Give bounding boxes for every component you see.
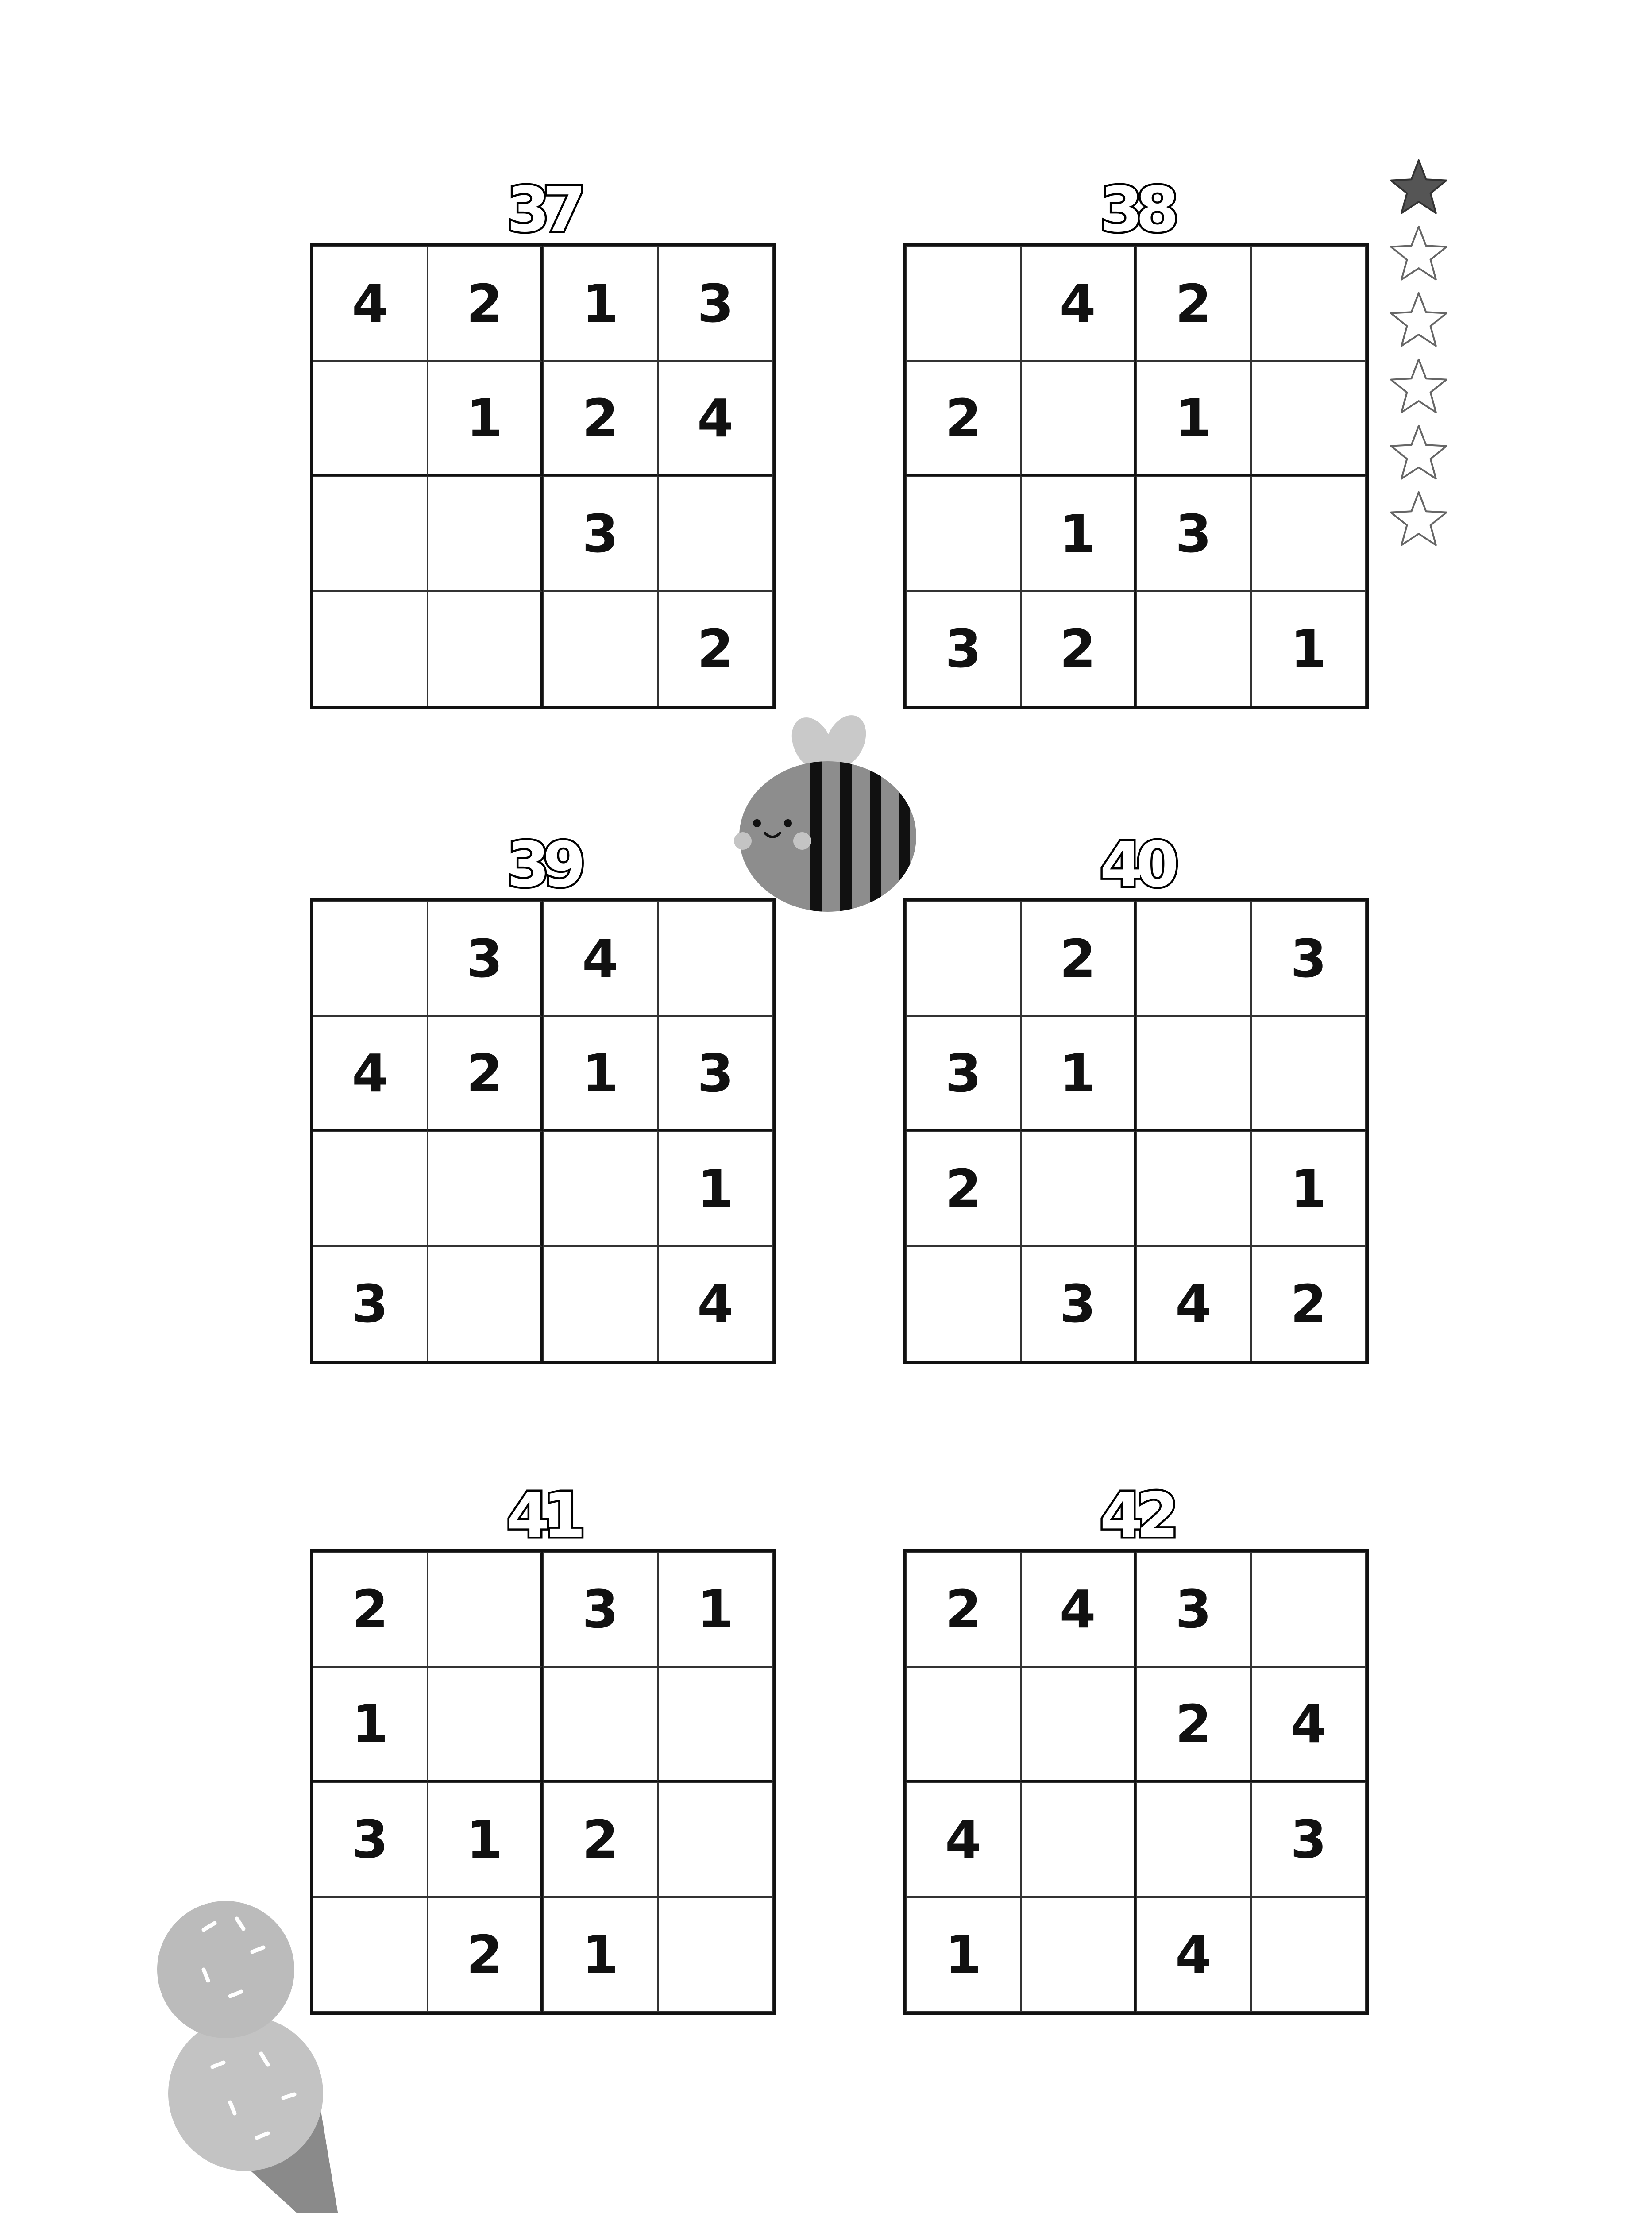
grid-cell: 4 (543, 901, 658, 1016)
puzzle-grid (903, 243, 1369, 709)
grid-cell: 3 (313, 1782, 428, 1897)
grid-cell: 2 (543, 361, 658, 476)
star-icon (1386, 288, 1452, 354)
grid-cell[interactable] (313, 476, 428, 591)
grid-cell: 3 (1021, 1246, 1136, 1361)
star-icon (1386, 221, 1452, 288)
grid-cell[interactable] (658, 1782, 773, 1897)
difficulty-rating (1386, 155, 1456, 553)
grid-cell[interactable] (428, 1246, 543, 1361)
grid-cell: 3 (658, 246, 773, 361)
grid-cell[interactable] (906, 1667, 1021, 1782)
grid-cell[interactable] (1136, 1131, 1251, 1246)
grid-cell: 2 (428, 1016, 543, 1131)
puzzle-grid (903, 898, 1369, 1364)
grid-cell: 2 (543, 1782, 658, 1897)
grid-cell: 3 (906, 1016, 1021, 1131)
grid-cell: 1 (428, 361, 543, 476)
puzzle-grid (903, 1549, 1369, 2015)
grid-cell: 1 (313, 1667, 428, 1782)
grid-cell: 1 (543, 1897, 658, 2012)
grid-cell: 1 (543, 246, 658, 361)
grid-cell: 2 (428, 1897, 543, 2012)
grid-cell[interactable] (428, 1131, 543, 1246)
grid-cell: 2 (906, 361, 1021, 476)
grid-cell: 4 (1136, 1897, 1251, 2012)
grid-cell: 4 (313, 246, 428, 361)
grid-cell: 1 (906, 1897, 1021, 2012)
puzzle-number: 39 (506, 829, 579, 901)
grid-cell[interactable] (1251, 1016, 1366, 1131)
grid-cell[interactable] (1021, 1782, 1136, 1897)
grid-cell: 1 (658, 1552, 773, 1667)
grid-cell[interactable] (1021, 1897, 1136, 2012)
grid-cell[interactable] (428, 476, 543, 591)
grid-cell[interactable] (1251, 361, 1366, 476)
puzzle-number: 42 (1100, 1480, 1172, 1552)
grid-cell[interactable] (1251, 246, 1366, 361)
grid-cell: 2 (658, 591, 773, 706)
grid-cell[interactable] (313, 591, 428, 706)
grid-cell[interactable] (428, 591, 543, 706)
grid-cell: 4 (906, 1782, 1021, 1897)
grid-cell: 1 (543, 1016, 658, 1131)
grid-cell: 1 (1136, 361, 1251, 476)
grid-cell: 3 (906, 591, 1021, 706)
grid-cell[interactable] (1021, 1667, 1136, 1782)
puzzle-grid (310, 243, 776, 709)
star-icon (1386, 155, 1452, 221)
grid-cell: 2 (1136, 246, 1251, 361)
grid-cell: 2 (1136, 1667, 1251, 1782)
grid-cell[interactable] (1251, 1897, 1366, 2012)
grid-cell: 2 (1021, 901, 1136, 1016)
grid-cell: 3 (1251, 1782, 1366, 1897)
grid-cell: 4 (1021, 246, 1136, 361)
grid-cell[interactable] (428, 1552, 543, 1667)
grid-cell: 1 (1021, 1016, 1136, 1131)
grid-cell[interactable] (543, 1246, 658, 1361)
puzzle-grid (310, 1549, 776, 2015)
grid-cell: 3 (1251, 901, 1366, 1016)
grid-cell: 4 (1251, 1667, 1366, 1782)
star-icon (1386, 354, 1452, 420)
star-icon (1386, 420, 1452, 487)
grid-cell[interactable] (1136, 1016, 1251, 1131)
grid-cell[interactable] (906, 246, 1021, 361)
bee-illustration (726, 708, 921, 916)
grid-cell: 1 (1251, 1131, 1366, 1246)
puzzle-number: 41 (506, 1480, 579, 1552)
grid-cell: 2 (313, 1552, 428, 1667)
grid-cell[interactable] (658, 476, 773, 591)
grid-cell[interactable] (658, 901, 773, 1016)
grid-cell[interactable] (906, 476, 1021, 591)
grid-cell: 2 (1251, 1246, 1366, 1361)
grid-cell[interactable] (1251, 476, 1366, 591)
grid-cell[interactable] (658, 1667, 773, 1782)
grid-cell: 2 (906, 1131, 1021, 1246)
grid-cell[interactable] (543, 591, 658, 706)
puzzle-number: 40 (1100, 829, 1172, 901)
grid-cell: 1 (1021, 476, 1136, 591)
grid-cell: 4 (658, 361, 773, 476)
puzzle-number: 38 (1100, 174, 1172, 246)
grid-cell: 1 (428, 1782, 543, 1897)
grid-cell: 3 (428, 901, 543, 1016)
grid-cell: 3 (658, 1016, 773, 1131)
grid-cell[interactable] (313, 361, 428, 476)
grid-cell: 4 (1021, 1552, 1136, 1667)
grid-cell: 4 (313, 1016, 428, 1131)
grid-cell[interactable] (313, 1131, 428, 1246)
grid-cell[interactable] (543, 1667, 658, 1782)
grid-cell[interactable] (1021, 1131, 1136, 1246)
grid-cell: 2 (1021, 591, 1136, 706)
grid-cell[interactable] (1136, 1782, 1251, 1897)
grid-cell: 4 (658, 1246, 773, 1361)
grid-cell: 3 (543, 1552, 658, 1667)
ice-cream-cone-illustration (151, 1868, 354, 2213)
puzzle-grid (310, 898, 776, 1364)
grid-cell[interactable] (906, 1246, 1021, 1361)
grid-cell[interactable] (313, 901, 428, 1016)
grid-cell: 1 (1251, 591, 1366, 706)
grid-cell[interactable] (1021, 361, 1136, 476)
grid-cell[interactable] (906, 901, 1021, 1016)
grid-cell: 1 (658, 1131, 773, 1246)
grid-cell: 3 (1136, 1552, 1251, 1667)
grid-cell[interactable] (1136, 901, 1251, 1016)
grid-cell[interactable] (428, 1667, 543, 1782)
grid-cell[interactable] (658, 1897, 773, 2012)
grid-cell: 3 (1136, 476, 1251, 591)
puzzle-number: 37 (506, 174, 579, 246)
grid-cell: 2 (906, 1552, 1021, 1667)
grid-cell[interactable] (1136, 591, 1251, 706)
grid-cell: 4 (1136, 1246, 1251, 1361)
grid-cell: 2 (428, 246, 543, 361)
grid-cell: 3 (543, 476, 658, 591)
star-icon (1386, 487, 1452, 553)
grid-cell: 3 (313, 1246, 428, 1361)
grid-cell[interactable] (543, 1131, 658, 1246)
grid-cell[interactable] (1251, 1552, 1366, 1667)
